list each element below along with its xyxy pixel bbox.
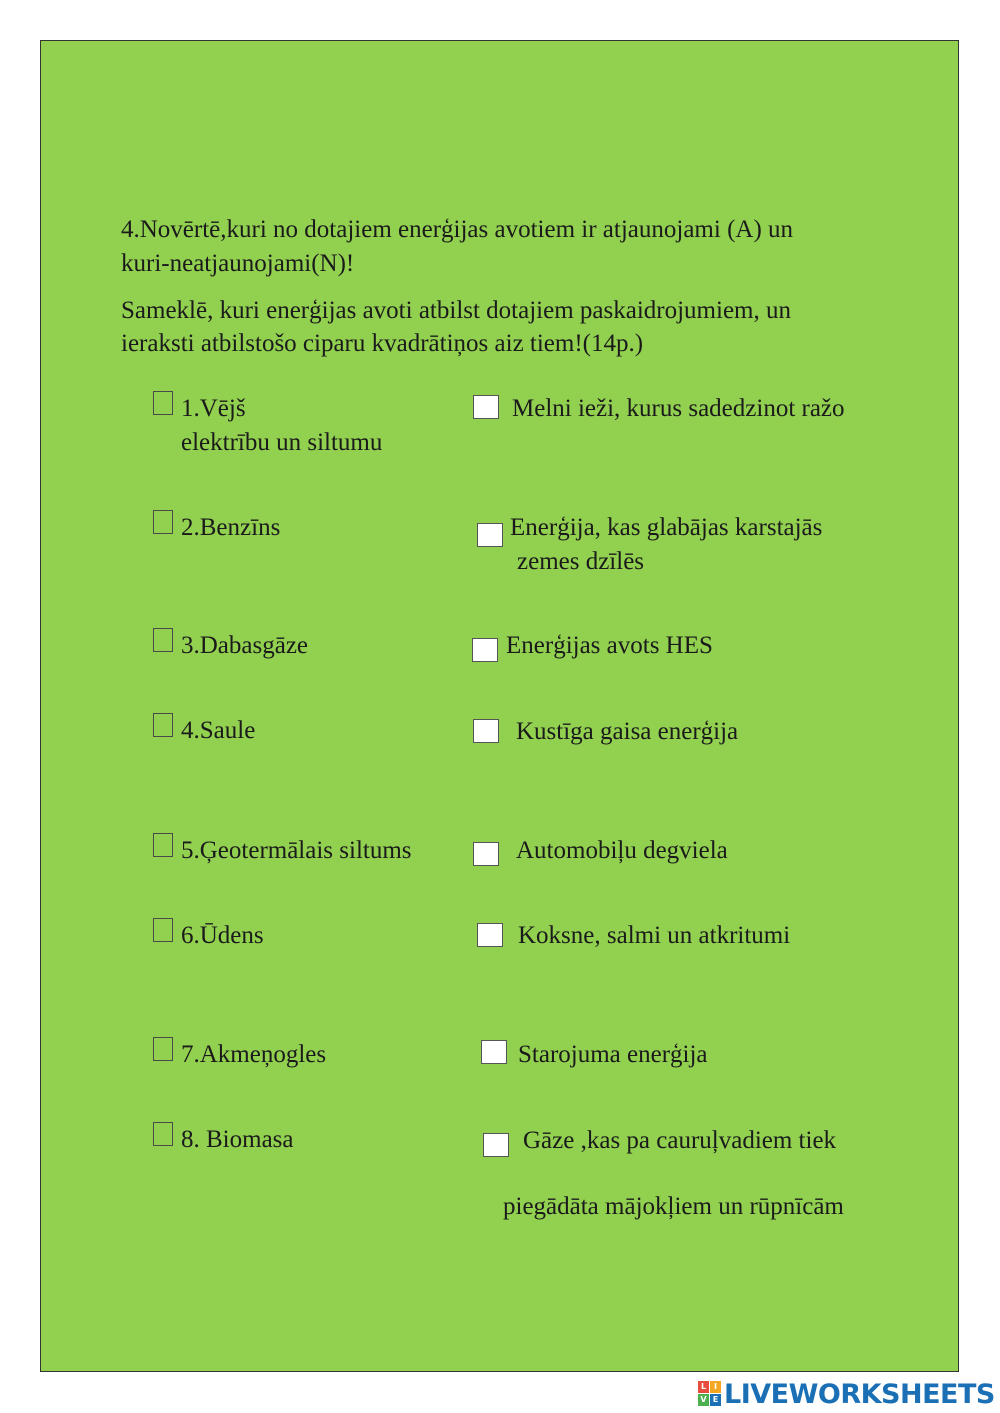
energy-description-3: Enerģijas avots HES: [506, 632, 713, 659]
answer-box-right-2[interactable]: [477, 523, 503, 547]
answer-box-left-7[interactable]: [153, 1037, 173, 1061]
energy-description-5: Automobiļu degviela: [516, 837, 728, 864]
energy-source-5: 5.Ģeotermālais siltums: [181, 837, 412, 864]
energy-description-7: Starojuma enerģija: [518, 1041, 708, 1068]
answer-box-right-4[interactable]: [473, 719, 499, 743]
energy-source-7: 7.Akmeņogles: [181, 1041, 327, 1068]
answer-box-left-2[interactable]: [153, 510, 173, 534]
liveworksheets-logo-mark: [698, 1381, 722, 1407]
liveworksheets-logo: [698, 1378, 995, 1410]
answer-box-left-4[interactable]: [153, 713, 173, 737]
energy-description-8: Gāze ,kas pa cauruļvadiem tiek: [523, 1127, 837, 1154]
answer-box-right-6[interactable]: [477, 923, 503, 947]
answer-box-right-3[interactable]: [472, 638, 498, 662]
answer-box-right-8[interactable]: [483, 1133, 509, 1157]
logo-mark-l: L: [698, 1381, 709, 1393]
instruction-line-3: Sameklē, kuri enerģijas avoti atbilst dotajiem paskaidrojumiem, un: [121, 297, 791, 324]
instruction-line-2: kuri-neatjaunojami(N)!: [121, 250, 355, 277]
energy-description-8-continuation: piegādāta mājokļiem un rūpnīcām: [503, 1193, 844, 1220]
energy-source-1: 1.Vējš: [181, 395, 246, 422]
energy-description-6: Koksne, salmi un atkritumi: [518, 922, 791, 949]
answer-box-right-1[interactable]: [473, 395, 499, 419]
instruction-line-1: 4.Novērtē,kuri no dotajiem enerģijas avotiem ir atjaunojami (A) un: [121, 216, 794, 243]
answer-box-left-3[interactable]: [153, 628, 173, 652]
energy-description-2-continuation: zemes dzīlēs: [517, 548, 645, 575]
answer-box-right-7[interactable]: [481, 1040, 507, 1064]
energy-source-8: 8. Biomasa: [181, 1126, 294, 1153]
energy-source-6: 6.Ūdens: [181, 922, 264, 949]
answer-box-right-5[interactable]: [473, 842, 499, 866]
logo-mark-i: I: [710, 1381, 721, 1393]
energy-description-1: Melni ieži, kurus sadedzinot ražo: [512, 395, 845, 422]
energy-source-3: 3.Dabasgāze: [181, 632, 309, 659]
answer-box-left-8[interactable]: [153, 1122, 173, 1146]
energy-source-4: 4.Saule: [181, 717, 256, 744]
answer-box-left-6[interactable]: [153, 918, 173, 942]
answer-box-left-5[interactable]: [153, 833, 173, 857]
energy-description-2: Enerģija, kas glabājas karstajās: [510, 514, 823, 541]
energy-source-2: 2.Benzīns: [181, 514, 281, 541]
instruction-line-4: ieraksti atbilstošo ciparu kvadrātiņos aiz tiem!(14p.): [121, 330, 644, 357]
liveworksheets-logo-text: LIVEWORKSHEETS: [724, 1378, 995, 1410]
energy-description-4: Kustīga gaisa enerģija: [516, 718, 739, 745]
logo-mark-v: V: [698, 1394, 709, 1406]
energy-description-1-continuation: elektrību un siltumu: [181, 429, 383, 456]
answer-box-left-1[interactable]: [153, 391, 173, 415]
logo-mark-e: E: [710, 1394, 721, 1406]
